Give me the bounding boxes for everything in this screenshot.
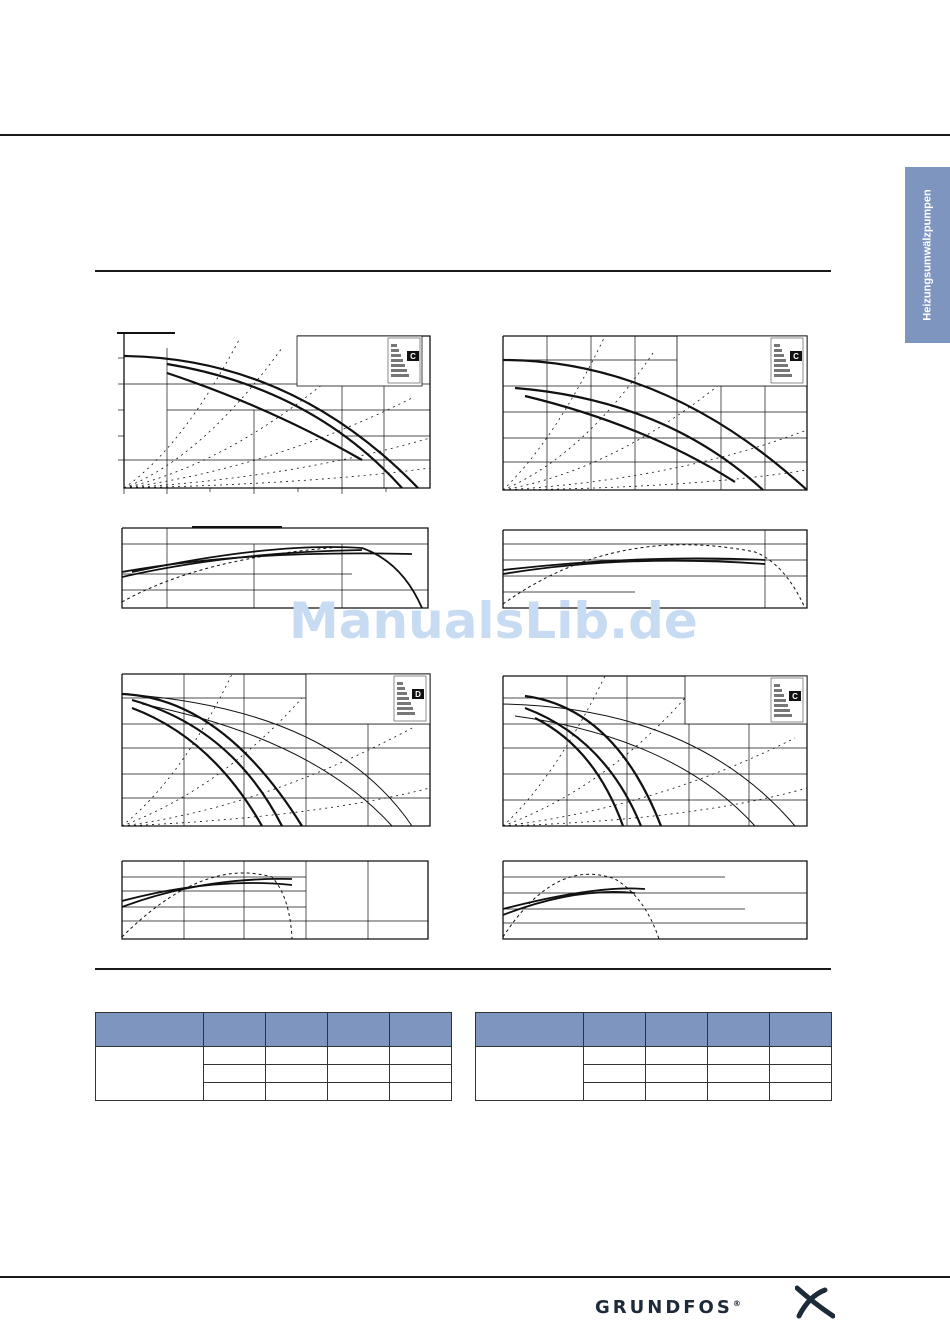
power-chart-bottom-left bbox=[112, 857, 437, 947]
table-cell bbox=[204, 1047, 266, 1065]
table-cell bbox=[390, 1065, 452, 1083]
table-header-cell bbox=[708, 1013, 770, 1047]
table-cell bbox=[476, 1047, 584, 1101]
qh-chart-bottom-left bbox=[112, 668, 432, 836]
table-cell bbox=[584, 1047, 646, 1065]
table-cell bbox=[584, 1083, 646, 1101]
table-header-cell bbox=[476, 1013, 584, 1047]
table-cell bbox=[266, 1083, 328, 1101]
table-header-cell bbox=[390, 1013, 452, 1047]
section-rule-top bbox=[95, 270, 831, 272]
table-header-cell bbox=[584, 1013, 646, 1047]
table-cell bbox=[708, 1065, 770, 1083]
section-tab[interactable] bbox=[905, 167, 950, 343]
energy-class-label: C bbox=[793, 352, 799, 361]
energy-class-label: C bbox=[410, 352, 416, 361]
grundfos-x-icon bbox=[795, 1284, 835, 1320]
table-header-cell bbox=[266, 1013, 328, 1047]
table-cell bbox=[328, 1083, 390, 1101]
table-header-cell bbox=[646, 1013, 708, 1047]
qh-chart-top-right bbox=[495, 330, 815, 496]
table-cell bbox=[646, 1083, 708, 1101]
table-cell bbox=[390, 1047, 452, 1065]
energy-class-label: C bbox=[792, 692, 798, 701]
table-row bbox=[96, 1047, 452, 1065]
section-tab-label: Heizungsumwälzpumpen bbox=[921, 189, 934, 321]
qh-chart-top-left bbox=[112, 328, 432, 496]
table-cell bbox=[266, 1047, 328, 1065]
table-header-row bbox=[476, 1013, 832, 1047]
table-header-cell bbox=[770, 1013, 832, 1047]
table-cell bbox=[266, 1065, 328, 1083]
energy-class-label: D bbox=[415, 690, 421, 699]
table-cell bbox=[708, 1083, 770, 1101]
table-cell bbox=[770, 1083, 832, 1101]
brand-logo bbox=[595, 1297, 741, 1318]
watermark: ManualsLib.de bbox=[289, 592, 698, 650]
top-rule bbox=[0, 134, 950, 136]
table-cell bbox=[96, 1047, 204, 1101]
table-header-row bbox=[96, 1013, 452, 1047]
table-cell bbox=[708, 1047, 770, 1065]
table-cell bbox=[584, 1065, 646, 1083]
table-header-cell bbox=[328, 1013, 390, 1047]
registered-mark: ® bbox=[732, 1299, 741, 1308]
table-cell bbox=[646, 1065, 708, 1083]
table-cell bbox=[770, 1065, 832, 1083]
power-chart-bottom-right bbox=[495, 857, 820, 947]
table-cell bbox=[770, 1047, 832, 1065]
section-rule-bottom bbox=[95, 968, 831, 970]
table-header-cell bbox=[96, 1013, 204, 1047]
table-cell bbox=[328, 1047, 390, 1065]
brand-name: GRUNDFOS bbox=[595, 1297, 733, 1318]
table-cell bbox=[328, 1065, 390, 1083]
table-row bbox=[476, 1047, 832, 1065]
spec-table-right bbox=[475, 1012, 832, 1101]
table-cell bbox=[390, 1083, 452, 1101]
qh-chart-bottom-right bbox=[495, 668, 815, 836]
table-cell bbox=[204, 1065, 266, 1083]
table-cell bbox=[204, 1083, 266, 1101]
spec-table-left bbox=[95, 1012, 452, 1101]
table-header-cell bbox=[204, 1013, 266, 1047]
footer-rule bbox=[0, 1276, 950, 1278]
table-cell bbox=[646, 1047, 708, 1065]
